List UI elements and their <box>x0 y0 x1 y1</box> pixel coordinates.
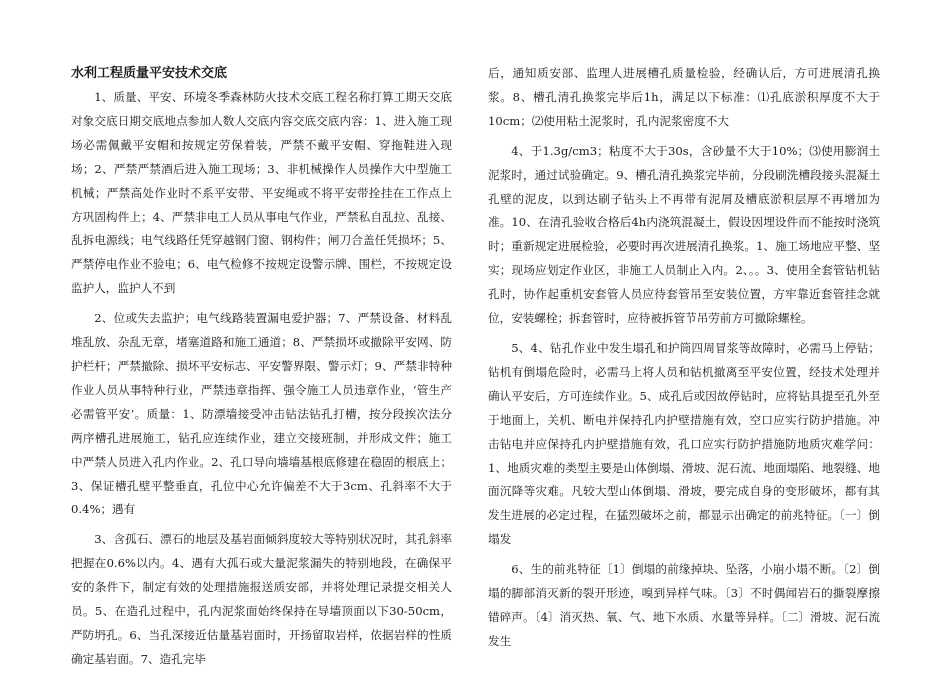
paragraph: 5、4、钻孔作业中发生塌孔和护筒四周冒浆等故障时，必需马上停钻；钻机有倒塌危险时，必需马上将人员和钻机撤离至平安位置，经技术处理并确认平安后，方可连续作业。5、成孔后或因故停钻时，应将钻具提至孔外至于地面上，关机、断电并保持孔内护壁措施有效，空口应实行防护措施。冲击钻电并应保持孔内护壁措施有效，孔口应实行防护措施防地质灾难学问：1、地质灾难的类型主要是山体倒塌、滑坡、泥石流、地面塌陷、地裂缝、地面沉降等灾难。凡较大型山体倒塌、滑坡，要完成自身的变形破坏，都有其发生进展的必定过程，在猛烈破坏之前，都显示出确定的前兆特征。〔一〕倒塌发 <box>488 340 880 547</box>
right-column <box>488 62 880 660</box>
paragraph: 4、于1.3g/cm3；粘度不大于30s，含砂量不大于10%；⑶使用膨润土泥浆时，通过试验确定。9、槽孔清孔换浆完毕前，分段刷洗槽段接头混凝土孔壁的泥皮，以到达刷子钻头上不再带有泥屑及槽底淤积层厚不再增加为准。10、在清孔验收合格后4h内浇筑混凝土，假设因埋设件而不能按时浇筑时；重新规定进展检验，必要时再次进展清孔换浆。1、施工场地应平整、坚实；现场应划定作业区，非施工人员制止入内。2、。。3、使用全套管钻机钻孔时，协作起重机安套管人员应待套管吊至安装位置，方牢靠近套管挂念就位，安装螺栓；拆套管时，应待被拆管节吊劳前方可撤除螺栓。 <box>488 143 880 326</box>
left-column <box>71 62 452 678</box>
paragraph: 1、质量、平安、环境冬季森林防火技术交底工程名称打算工期天交底对象交底日期交底地点参加人数人交底内容交底交底内容：1、进入施工现场必需佩戴平安帽和按规定劳保着装，严禁不戴平安帽、穿拖鞋进入现场；2、严禁严禁酒后进入施工现场；3、非机械操作人员操作大中型施工机械；严禁高处作业时不系平安带、平安绳或不将平安带拴挂在工作点上方巩固构件上；4、严禁非电工人员从事电气作业，严禁私自乱拉、乱接、乱拆电源线；电气线路任凭穿越钢门窗、钢构件；闸刀合盖任凭损坏；5、严禁停电作业不验电；6、电气检修不按规定设警示牌、围栏，不按规定设监护人，监护人不到 <box>71 90 452 296</box>
paragraph: 6、生的前兆特征〔1〕倒塌的前缘掉块、坠落，小崩小塌不断。〔2〕倒塌的脚部消灭新的裂开形迹，嗅到异样气味。〔3〕不时偶闻岩石的撕裂摩擦错碎声。〔4〕消灭热、氧、气、地下水质、水量等异样。〔二〕滑坡、泥石流发生 <box>488 562 880 648</box>
paragraph: 2、位或失去监护；电气线路装置漏电爱护器；7、严禁设备、材料乱堆乱放、杂乱无章，堵塞道路和施工通道；8、严禁损坏或撤除平安网、防护栏杆；严禁撤除、损坏平安标志、平安警界限、警示灯；9、严禁非特种作业人员从事特种行业，严禁违章指挥、强令施工人员违章作业，‘管生产必需管平安’。质量：1、防漂墙接受冲击钻法钻孔打槽，按分段挨次法分两序槽孔进展施工，钻孔应连续作业，建立交接班制，并形成文件；施工中严禁人员进入孔内作业。2、孔口导向墙墙基根底修建在稳固的根底上；3、保证槽孔壁平整垂直，孔位中心允许偏差不大于3cm、孔斜率不大于0.4%；遇有 <box>71 311 452 517</box>
paragraph: 后，通知质安部、监理人进展槽孔质量检验，经确认后，方可进展清孔换浆。8、槽孔清孔换浆完毕后1h，满足以下标准：⑴孔底淤积厚度不大于10cm；⑵使用粘土泥浆时，孔内泥浆密度不大 <box>488 66 880 128</box>
document-title: 水利工程质量平安技术交底 <box>71 66 228 81</box>
paragraph: 3、含孤石、漂石的地层及基岩面倾斜度较大等特别状况时，其孔斜率把握在0.6%以内。4、遇有大孤石或大量泥浆漏失的特别地段，在确保平安的条件下，制定有效的处理措施报送质安部，并将处理记录提交相关人员。5、在造孔过程中，孔内泥浆面始终保持在导墙顶面以下30-50cm，严防坍孔。6、当孔深接近估量基岩面时，开扬留取岩样，依据岩样的性质确定基岩面。7、造孔完毕 <box>71 532 452 666</box>
